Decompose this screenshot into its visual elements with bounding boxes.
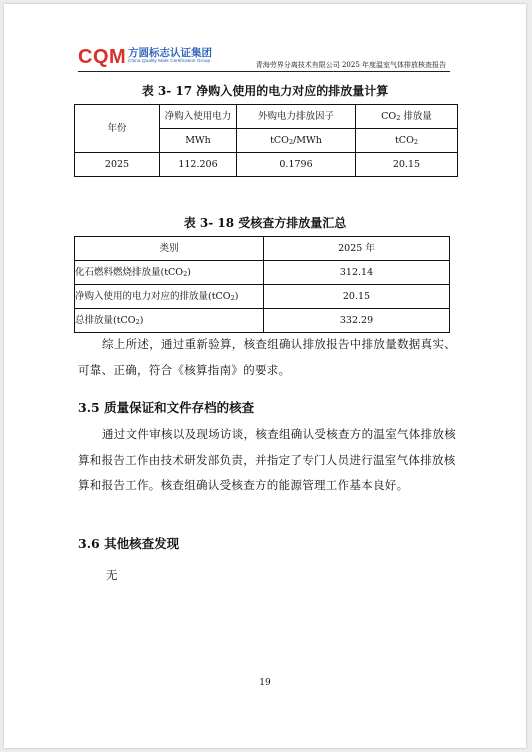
table18-value-electricity: 20.15 <box>264 285 450 309</box>
document-page <box>4 4 526 748</box>
header-report-title: 青海劳界分离技术有限公司 2025 年度温室气体排放核查报告 <box>255 61 446 69</box>
table17-unit-mwh: MWh <box>160 129 237 153</box>
table17-header-year: 年份 <box>75 105 160 153</box>
table17-caption: 表 3- 17 净购入使用的电力对应的排放量计算 <box>141 84 389 98</box>
table17-header-factor: 外购电力排放因子 <box>237 105 356 129</box>
table17-cell-factor: 0.1796 <box>237 153 356 177</box>
header-divider <box>78 71 450 72</box>
section-3-5-paragraph: 通过文件审核以及现场访谈，核查组确认受核查方的温室气体排放核算和报告工作由技术研发部负责，并指定了专门人员进行温室气体排放核算和报告工作。核查组确认受核查方的能源管理工作基本良好。 <box>78 427 456 492</box>
table17-cell-co2: 20.15 <box>356 153 458 177</box>
logo-mark: CQM <box>78 46 127 68</box>
section-3-6-heading: 3.6 其他核查发现 <box>78 536 180 551</box>
table18-caption: 表 3- 18 受核查方排放量汇总 <box>183 216 347 230</box>
table18-label-total: 总排放量(tCO$_2$) <box>75 309 264 333</box>
table18-header-category: 类别 <box>75 237 264 261</box>
table17-header-co2: $CO_2$ 排放量 <box>356 105 458 129</box>
table18-header-year: 2025 年 <box>264 237 450 261</box>
table17-cell-year: 2025 <box>75 153 160 177</box>
table-row <box>75 285 450 309</box>
page-number: 19 <box>259 678 271 688</box>
section-3-6-paragraph: 无 <box>106 568 118 582</box>
table18-value-fossil: 312.14 <box>264 261 450 285</box>
summary-paragraph: 综上所述，通过重新验算，核查组确认排放报告中排放量数据真实、可靠、正确，符合《核算指南》的要求。 <box>78 337 456 377</box>
table17-header-electricity: 净购入使用电力 <box>160 105 237 129</box>
table-row <box>75 153 458 177</box>
logo-chinese-name: 方圆标志认证集团 <box>128 47 212 59</box>
table18-label-electricity: 净购入使用的电力对应的排放量(tCO$_2$) <box>75 285 264 309</box>
table-row <box>75 309 450 333</box>
table18-value-total: 332.29 <box>264 309 450 333</box>
table18-label-fossil: 化石燃料燃烧排放量(tCO$_2$) <box>75 261 264 285</box>
table18-emission-summary <box>74 236 450 333</box>
table17-cell-electricity: 112.206 <box>160 153 237 177</box>
table17-electricity-emissions <box>74 104 458 177</box>
table17-unit-tco2: tCO$_2$ <box>356 129 458 153</box>
table-row <box>75 261 450 285</box>
table17-unit-factor: tCO$_2$/MWh <box>237 129 356 153</box>
company-logo <box>78 44 228 70</box>
section-3-5-heading: 3.5 质量保证和文件存档的核查 <box>78 400 255 415</box>
logo-english-name: China Quality Mark Certification Group <box>128 59 211 64</box>
